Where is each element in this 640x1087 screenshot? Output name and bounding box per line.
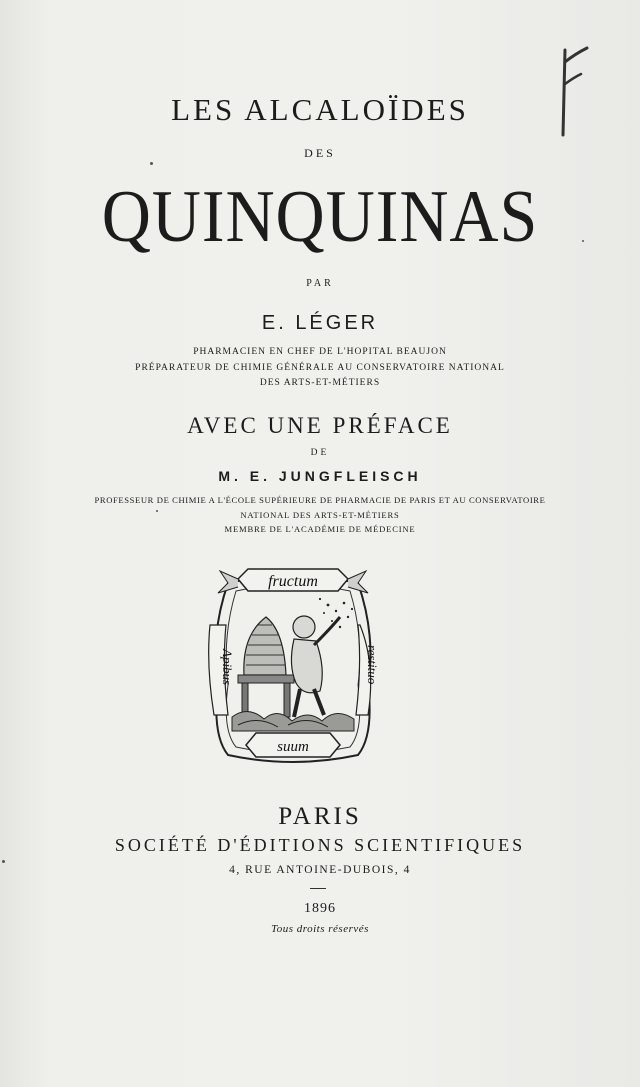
imprint-city: PARIS xyxy=(278,803,362,830)
handwritten-annotation xyxy=(545,40,595,140)
author-name: E. LÉGER xyxy=(261,312,379,334)
author-credential-2: PRÉPARATEUR DE CHIMIE GÉNÉRALE AU CONSERVATOIRE NATIONAL xyxy=(135,363,505,373)
speck xyxy=(2,860,5,863)
title-line-2: DES xyxy=(304,146,336,160)
imprint-year: 1896 xyxy=(304,901,336,916)
preface-heading: AVEC UNE PRÉFACE xyxy=(187,413,453,438)
imprint-divider xyxy=(310,888,326,889)
beehive-cherub-emblem-icon xyxy=(208,565,378,771)
preface-author-name: M. E. JUNGFLEISCH xyxy=(218,468,422,484)
emblem-right-text: restituo xyxy=(365,645,380,685)
imprint-rights: Tous droits réservés xyxy=(271,923,369,935)
main-title: QUINQUINAS xyxy=(101,176,539,258)
preface-credential-1: PROFESSEUR DE CHIMIE A L'ÉCOLE SUPÉRIEURE DE PHARMACIE DE PARIS ET AU CONSERVATOIRE xyxy=(94,495,546,505)
speck xyxy=(156,510,158,512)
author-credential-1: PHARMACIEN EN CHEF DE L'HOPITAL BEAUJON xyxy=(193,347,447,357)
title-line-1: LES ALCALOÏDES xyxy=(171,92,469,127)
imprint-publisher: SOCIÉTÉ D'ÉDITIONS SCIENTIFIQUES xyxy=(114,835,526,855)
speck xyxy=(150,162,153,165)
emblem-bottom-text: suum xyxy=(277,739,309,755)
emblem-top-text: fructum xyxy=(268,573,318,590)
author-by: PAR xyxy=(306,278,334,289)
author-credential-3: DES ARTS-ET-MÉTIERS xyxy=(259,378,381,388)
preface-credential-2: NATIONAL DES ARTS-ET-MÉTIERS xyxy=(240,510,400,520)
preface-credential-3: MEMBRE DE L'ACADÉMIE DE MÉDECINE xyxy=(224,524,416,534)
preface-by: DE xyxy=(310,448,330,458)
emblem-left-text: Apibus xyxy=(220,649,235,686)
speck xyxy=(582,240,584,242)
imprint-address: 4, RUE ANTOINE-DUBOIS, 4 xyxy=(229,864,411,876)
